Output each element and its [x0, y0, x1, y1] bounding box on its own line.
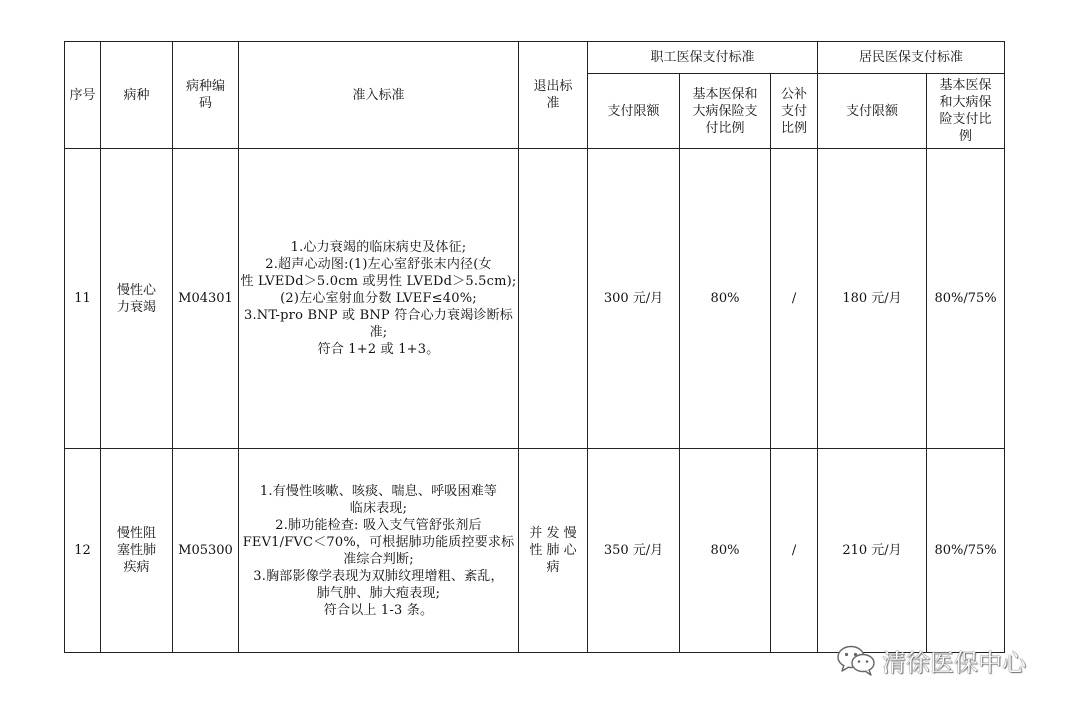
col-header-criteria: 准入标准 [239, 42, 519, 149]
row-emp-limit: 350 元/月 [588, 449, 680, 653]
row-res-ratio: 80%/75% [927, 449, 1005, 653]
row-code: M05300 [173, 449, 239, 653]
row-disease: 慢性心 力衰竭 [101, 149, 173, 449]
row-emp-ratio: 80% [680, 449, 771, 653]
row-criteria: 1.有慢性咳嗽、咳痰、喘息、呼吸困难等 临床表现; 2.肺功能检查: 吸入支气管舒张剂后 FEV1/FVC＜70%，可根据肺功能质控要求标 准综合判断; 3.胸部影像学表现为双肺纹理增粗、紊乱， 肺气肿、肺大疱表现; 符合以上 1-3 条。 [239, 449, 519, 653]
watermark [836, 640, 1026, 680]
col-group-employee: 职工医保支付标准 [588, 42, 818, 74]
row-index: 11 [65, 149, 101, 449]
row-code: M04301 [173, 149, 239, 449]
row-index: 12 [65, 449, 101, 653]
col-header-res-ratio: 基本医保 和大病保 险支付比 例 [927, 74, 1005, 149]
col-header-emp-ratio: 基本医保和 大病保险支 付比例 [680, 74, 771, 149]
col-header-index: 序号 [65, 42, 101, 149]
col-header-res-limit: 支付限额 [818, 74, 927, 149]
row-emp-limit: 300 元/月 [588, 149, 680, 449]
col-header-emp-limit: 支付限额 [588, 74, 680, 149]
row-exit: 并 发 慢 性 肺 心 病 [519, 449, 588, 653]
policy-table [64, 41, 1005, 653]
col-header-exit: 退出标 准 [519, 42, 588, 149]
row-disease: 慢性阻 塞性肺 疾病 [101, 449, 173, 653]
header-row-1 [65, 42, 1005, 74]
row-res-limit: 210 元/月 [818, 449, 927, 653]
col-header-disease: 病种 [101, 42, 173, 149]
col-header-code: 病种编 码 [173, 42, 239, 149]
watermark-text: 清徐医保中心 [882, 648, 1026, 677]
row-emp-ratio: 80% [680, 149, 771, 449]
wechat-icon [836, 644, 876, 676]
col-header-emp-subsidy: 公补 支付 比例 [771, 74, 818, 149]
row-res-ratio: 80%/75% [927, 149, 1005, 449]
col-group-resident: 居民医保支付标准 [818, 42, 1005, 74]
table-row [65, 449, 1005, 653]
table-row [65, 149, 1005, 449]
row-emp-subsidy: / [771, 149, 818, 449]
row-exit [519, 149, 588, 449]
row-emp-subsidy: / [771, 449, 818, 653]
row-criteria: 1.心力衰竭的临床病史及体征; 2.超声心动图:(1)左心室舒张末内径(女 性 LVEDd＞5.0cm 或男性 LVEDd＞5.5cm); (2)左心室射血分数 LVEF≤40%; 3.NT-pro BNP 或 BNP 符合心力衰竭诊断标 准; 符合 1+2 或 1+3。 [239, 149, 519, 449]
row-res-limit: 180 元/月 [818, 149, 927, 449]
